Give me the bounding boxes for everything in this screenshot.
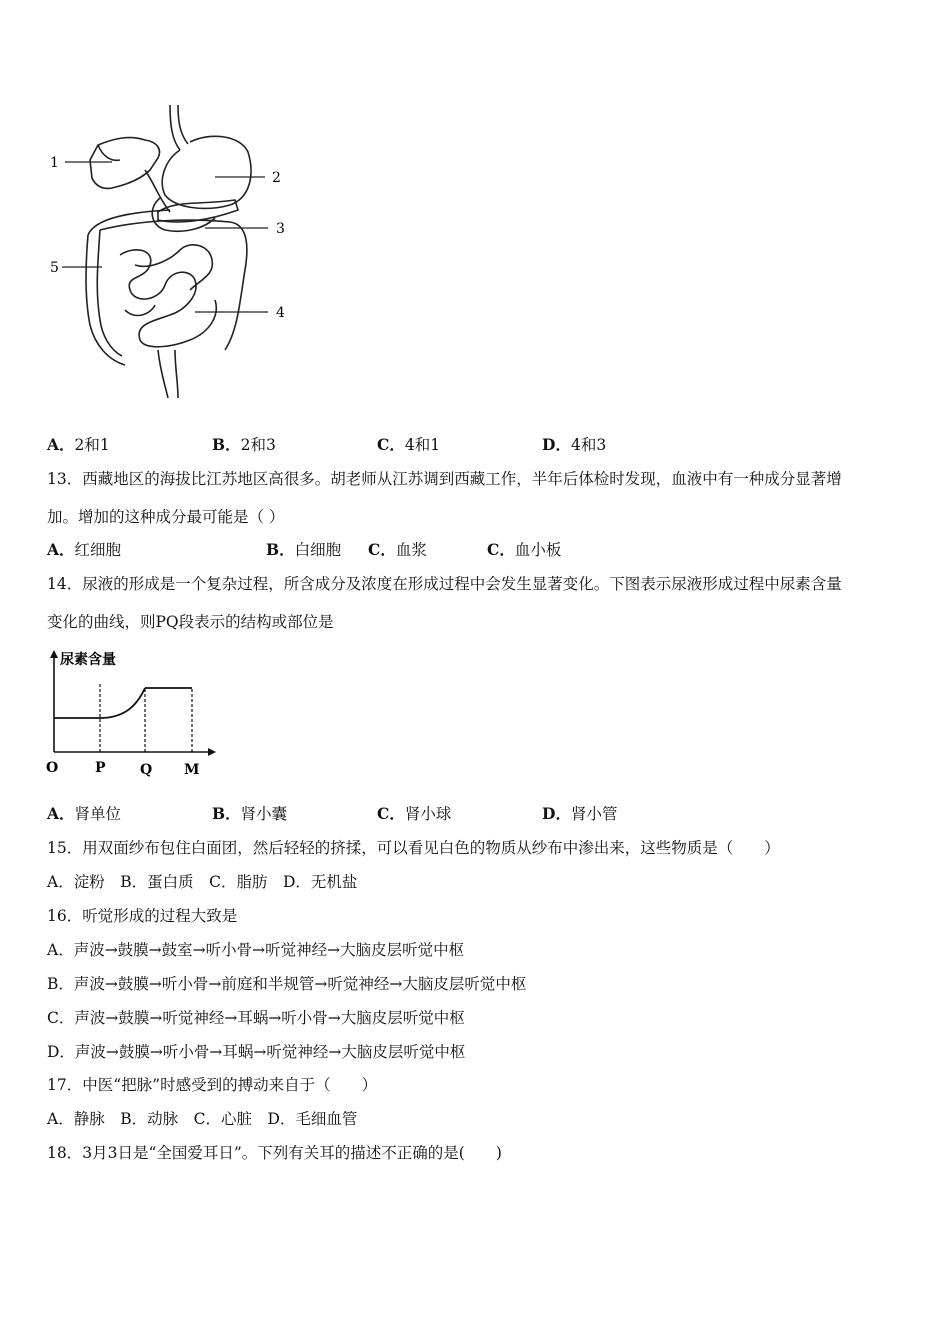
q16-stem: 16．听觉形成的过程大致是 [47, 907, 238, 925]
q17-options: A．静脉 B．动脉 C．心脏 D．毛细血管 [47, 1110, 358, 1128]
option-letter: B． [266, 540, 295, 559]
q13-option-b [266, 540, 341, 560]
q15-options: A．淀粉 B．蛋白质 C．脂肪 D．无机盐 [47, 873, 358, 891]
option-letter: C． [377, 804, 405, 823]
option-text: 4和1 [404, 436, 441, 454]
option-text: 红细胞 [74, 541, 122, 559]
q14-stem-line1: 14．尿液的形成是一个复杂过程，所含成分及浓度在形成过程中会发生显著变化。下图表示尿液形成过程中尿素含量 [47, 575, 842, 593]
q18-stem: 18．3月3日是“全国爱耳日”。下列有关耳的描述不正确的是( ) [47, 1144, 502, 1162]
option-letter: D． [542, 435, 571, 454]
q15-stem: 15．用双面纱布包住白面团，然后轻轻的挤揉，可以看见白色的物质从纱布中渗出来，这些物质是（ ） [47, 839, 780, 857]
option-text: 肾小囊 [240, 805, 288, 823]
option-text: 2和3 [240, 436, 276, 454]
option-text: 4和3 [570, 436, 607, 454]
diagram-label-5: 5 [50, 260, 59, 276]
q16-option-b: B．声波→鼓膜→听小骨→前庭和半规管→听觉神经→大脑皮层听觉中枢 [47, 975, 527, 993]
y-axis-arrow [50, 650, 58, 658]
q13-option-c [368, 540, 427, 560]
option-letter: D． [542, 804, 571, 823]
q14-option-b [212, 804, 287, 824]
diagram-label-3: 3 [276, 221, 285, 237]
q14-stem-line2: 变化的曲线，则PQ段表示的结构或部位是 [47, 613, 334, 631]
option-text: 肾单位 [74, 805, 122, 823]
x-axis-arrow [208, 748, 216, 756]
option-text: 血小板 [514, 541, 562, 559]
option-letter: B． [212, 804, 241, 823]
q16-option-a: A．声波→鼓膜→鼓室→听小骨→听觉神经→大脑皮层听觉中枢 [47, 941, 465, 959]
q12-option-a [47, 435, 110, 455]
tick-label-o: O [46, 760, 59, 776]
urea-curve-segment-pq [100, 688, 145, 718]
option-letter: C． [487, 540, 515, 559]
q13-stem-line1: 13．西藏地区的海拔比江苏地区高很多。胡老师从江苏调到西藏工作，半年后体检时发现，血液中有一种成分显著增 [47, 470, 842, 488]
q12-option-c [377, 435, 440, 455]
q16-option-c: C．声波→鼓膜→听觉神经→耳蜗→听小骨→大脑皮层听觉中枢 [47, 1009, 465, 1027]
q14-option-d [542, 804, 617, 824]
diagram-label-4: 4 [276, 305, 285, 321]
option-text: 肾小管 [570, 805, 618, 823]
tick-label-m: M [184, 762, 200, 778]
tick-label-p: P [95, 760, 106, 776]
diagram-label-1: 1 [50, 155, 59, 171]
option-letter: A． [47, 435, 75, 454]
option-text: 肾小球 [404, 805, 452, 823]
q14-option-a [47, 804, 121, 824]
q12-option-d [542, 435, 606, 455]
q13-stem-line2: 加。增加的这种成分最可能是（ ） [47, 508, 285, 526]
q13-option-d [487, 540, 561, 560]
option-text: 白细胞 [294, 541, 342, 559]
diagram-label-2: 2 [272, 170, 281, 186]
q12-option-b [212, 435, 276, 455]
option-letter: B． [212, 435, 241, 454]
digestive-system-diagram [40, 100, 310, 400]
q16-option-d: D．声波→鼓膜→听小骨→耳蜗→听觉神经→大脑皮层听觉中枢 [47, 1043, 466, 1061]
q13-option-a [47, 540, 121, 560]
option-letter: A． [47, 804, 75, 823]
option-letter: C． [377, 435, 405, 454]
option-letter: C． [368, 540, 396, 559]
urea-content-chart [40, 648, 220, 783]
q17-stem: 17．中医“把脉”时感受到的搏动来自于（ ） [47, 1076, 378, 1094]
option-text: 血浆 [395, 541, 427, 559]
option-text: 2和1 [74, 436, 110, 454]
option-letter: A． [47, 540, 75, 559]
tick-label-q: Q [140, 762, 153, 778]
q14-option-c [377, 804, 451, 824]
y-axis-label: 尿素含量 [60, 652, 116, 668]
